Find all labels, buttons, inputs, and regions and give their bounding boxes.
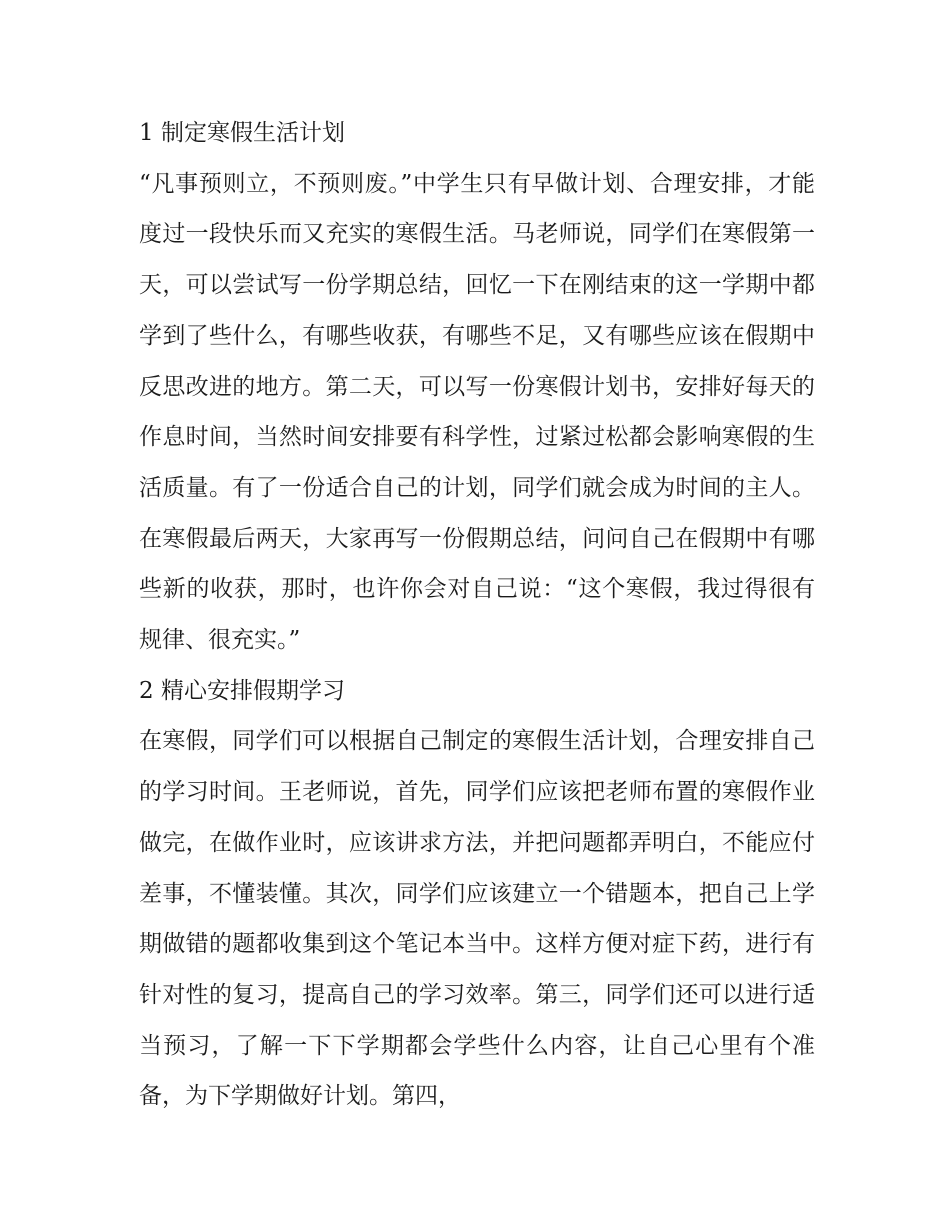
section-paragraph-1: “凡事预则立，不预则废。”中学生只有早做计划、合理安排，才能度过一段快乐而又充实的寒假生活。马老师说，同学们在寒假第一天，可以尝试写一份学期总结，回忆一下在刚结束的这一学期中都学到了些什么，有哪些收获，有哪些不足，又有哪些应该在假期中反思改进的地方。第二天，可以写一份寒假计划书，安排好每天的作息时间，当然时间安排要有科学性，过紧过松都会影响寒假的生活质量。有了一份适合自己的计划，同学们就会成为时间的主人。在寒假最后两天，大家再写一份假期总结，问问自己在假期中有哪些新的收获，那时，也许你会对自己说：“这个寒假，我过得很有规律、很充实。” <box>139 170 815 654</box>
section-heading-1: 1 制定寒假生活计划 <box>139 120 345 146</box>
document-body <box>139 108 815 1122</box>
section-heading-2: 2 精心安排假期学习 <box>139 677 345 704</box>
section-paragraph-2: 在寒假，同学们可以根据自己制定的寒假生活计划，合理安排自己的学习时间。王老师说，首先，同学们应该把老师布置的寒假作业做完，在做作业时，应该讲求方法，并把问题都弄明白，不能应付差事，不懂装懂。其次，同学们应该建立一个错题本，把自己上学期做错的题都收集到这个笔记本当中。这样方便对症下药，进行有针对性的复习，提高自己的学习效率。第三，同学们还可以进行适当预习，了解一下下学期都会学些什么内容，让自己心里有个准备，为下学期做好计划。第四， <box>139 728 815 1110</box>
